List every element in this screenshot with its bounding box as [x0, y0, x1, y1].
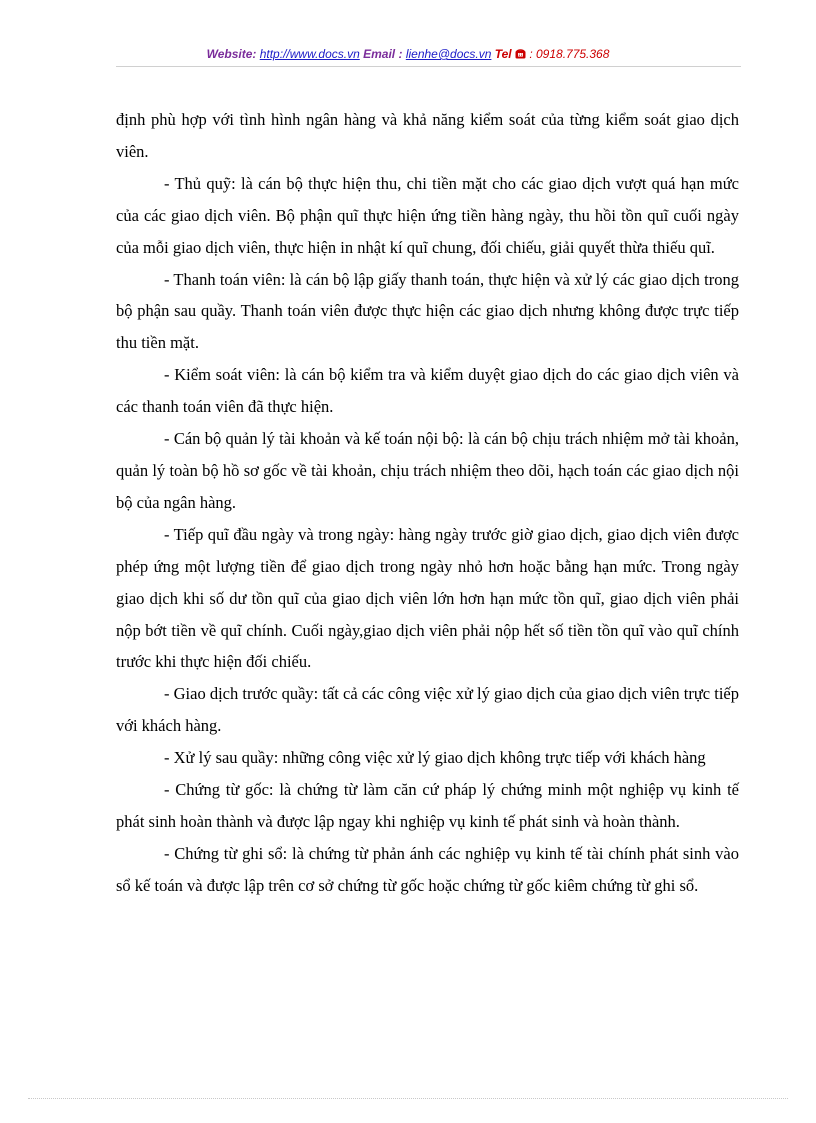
email-link[interactable]: lienhe@docs.vn [405, 47, 492, 61]
paragraph: - Cán bộ quản lý tài khoản và kế toán nội bộ: là cán bộ chịu trách nhiệm mở tài khoản, quản lý toàn bộ hồ sơ gốc về tài khoản, chịu trách nhiệm theo dõi, hạch toán các giao dịch nội bộ của ngân hàng. [116, 429, 739, 512]
website-link[interactable]: http://www.docs.vn [259, 47, 360, 61]
paragraph: - Xử lý sau quầy: những công việc xử lý giao dịch không trực tiếp với khách hàng [164, 748, 706, 768]
paragraph: - Chứng từ gốc: là chứng từ làm căn cứ pháp lý chứng minh một nghiệp vụ kinh tế phát sinh hoàn thành và được lập ngay khi nghiệp vụ kinh tế phát sinh và hoàn thành. [116, 780, 739, 831]
header-divider [116, 66, 741, 67]
tel-label: Tel [494, 47, 512, 61]
phone-number: : 0918.775.368 [529, 47, 610, 61]
email-label: Email : [363, 47, 403, 61]
paragraph: - Thanh toán viên: là cán bộ lập giấy thanh toán, thực hiện và xử lý các giao dịch trong bộ phận sau quầy. Thanh toán viên được thực hiện các giao dịch nhưng không được trực tiếp thu tiền mặt. [116, 269, 739, 353]
page-header [0, 47, 816, 62]
phone-icon [515, 48, 526, 62]
paragraph: - Giao dịch trước quầy: tất cả các công việc xử lý giao dịch của giao dịch viên trực tiếp với khách hàng. [116, 684, 739, 736]
paragraph: - Tiếp quĩ đầu ngày và trong ngày: hàng ngày trước giờ giao dịch, giao dịch viên được phép ứng một lượng tiền để giao dịch trong ngày nhỏ hơn hoặc bằng hạn mức. Trong ngày giao dịch khi số dư tồn quĩ của giao dịch viên lớn hơn hạn mức tồn quĩ, giao dịch viên phải nộp bớt tiền về quĩ chính. Cuối ngày,giao dịch viên phải nộp hết số tiền tồn quĩ vào quĩ chính trước khi thực hiện đối chiếu. [116, 524, 739, 672]
footer-divider [28, 1098, 788, 1099]
paragraph: - Chứng từ ghi sổ: là chứng từ phản ánh các nghiệp vụ kinh tế tài chính phát sinh vào sổ kế toán và được lập trên cơ sở chứng từ gốc hoặc chứng từ gốc kiêm chứng từ ghi sổ. [116, 843, 739, 895]
document-body [116, 104, 739, 902]
paragraph: định phù hợp với tình hình ngân hàng và khả năng kiểm soát của từng kiểm soát giao dịch viên. [116, 110, 739, 161]
paragraph: - Thủ quỹ: là cán bộ thực hiện thu, chi tiền mặt cho các giao dịch vượt quá hạn mức của các giao dịch viên. Bộ phận quĩ thực hiện ứng tiền hàng ngày, thu hồi tồn quĩ cuối ngày của mỗi giao dịch viên, thực hiện in nhật kí quĩ chung, đối chiếu, giải quyết thừa thiếu quĩ. [116, 173, 739, 257]
paragraph: - Kiểm soát viên: là cán bộ kiểm tra và kiểm duyệt giao dịch do các giao dịch viên và các thanh toán viên đã thực hiện. [116, 365, 739, 417]
website-label: Website: [206, 47, 257, 61]
